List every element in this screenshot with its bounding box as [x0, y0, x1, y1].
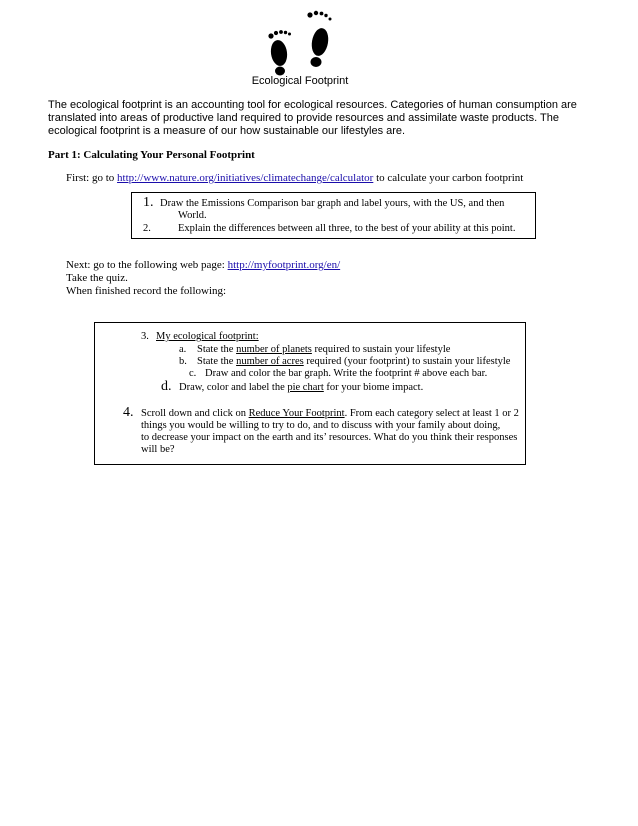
part1-heading: Part 1: Calculating Your Personal Footprint: [48, 149, 255, 161]
next-prefix: Next: go to the following web page:: [66, 259, 228, 271]
next-line2: Take the quiz.: [66, 272, 128, 284]
myfootprint-link[interactable]: http://myfootprint.org/en/: [227, 259, 341, 271]
item3b-label: b.: [179, 356, 187, 367]
item1-text: Draw the Emissions Comparison bar graph and label yours, with the US, and then: [160, 198, 505, 209]
page-title: Ecological Footprint: [251, 75, 349, 87]
item3a-label: a.: [179, 344, 187, 355]
item4-line4: will be?: [141, 444, 175, 455]
item3-title: My ecological footprint:: [156, 331, 259, 342]
item4-text: Scroll down and click on Reduce Your Footprint. From each category select at least 1 or 2: [141, 408, 519, 419]
first-suffix: to calculate your carbon footprint: [373, 172, 524, 184]
item3d-label: d.: [161, 379, 172, 394]
first-prefix: First: go to: [66, 172, 118, 184]
item2-number: 2.: [143, 223, 151, 234]
instructions-box-1: [131, 192, 536, 239]
item3d-text: Draw, color and label the pie chart for your biome impact.: [179, 382, 424, 393]
item1-number: 1.: [143, 195, 154, 210]
item3b-text: State the number of acres required (your footprint) to sustain your lifestyle: [197, 356, 511, 367]
right-footprint-icon: [307, 11, 331, 67]
next-line1: [66, 259, 340, 272]
item2-text: Explain the differences between all three, to the best of your ability at this point.: [178, 223, 516, 234]
item4-line2: things you would be willing to try to do, and to discuss with your family about doing,: [141, 420, 501, 431]
footprints-logo: [258, 8, 338, 76]
next-instructions: [66, 259, 340, 298]
item1-text-continued: World.: [178, 210, 207, 221]
left-footprint-icon: [268, 30, 291, 75]
item3-number: 3.: [141, 331, 149, 342]
nature-calculator-link[interactable]: http://www.nature.org/initiatives/climatechange/calculator: [117, 172, 374, 184]
instructions-box-2: [94, 322, 526, 465]
item3a-text: State the number of planets required to sustain your lifestyle: [197, 344, 451, 355]
item4-line3: to decrease your impact on the earth and its’ resources. What do you think their responses: [141, 432, 518, 443]
item3c-label: c.: [189, 368, 197, 379]
next-line3: When finished record the following:: [66, 285, 227, 297]
item3c-text: Draw and color the bar graph. Write the footprint # above each bar.: [205, 368, 488, 379]
first-instruction: [66, 172, 523, 184]
intro-paragraph: The ecological footprint is an accounting tool for ecological resources. Categories of human consumption are translated into areas of productive land required to provide resources and assimilate waste products. The ecological footprint is a measure of our how sustainable our lifestyles are.: [48, 99, 577, 137]
item4-number: 4.: [123, 405, 134, 420]
